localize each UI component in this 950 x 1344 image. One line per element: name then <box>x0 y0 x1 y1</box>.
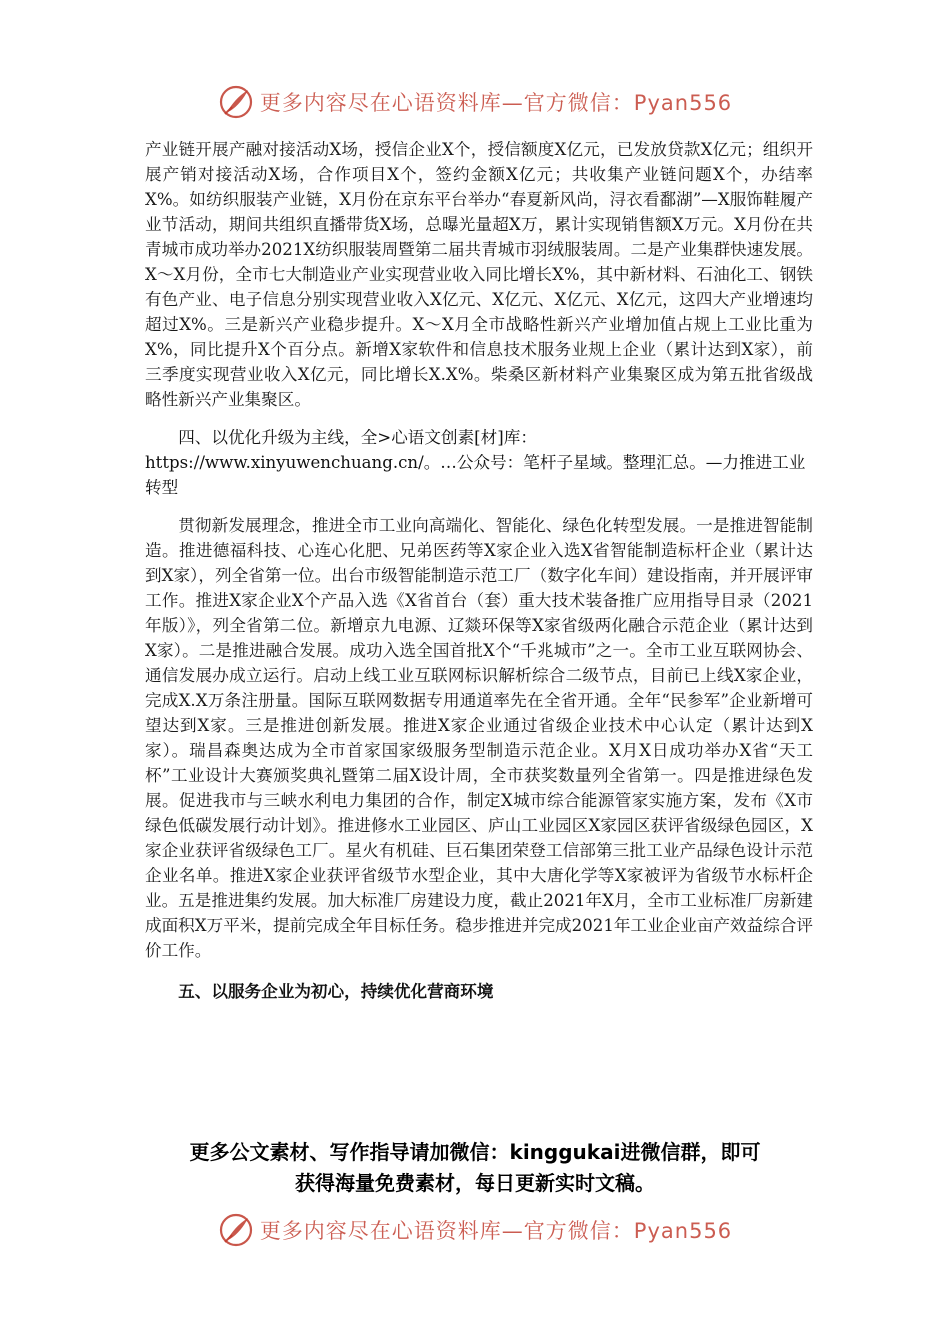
feather-pen-logo-icon <box>218 84 254 120</box>
document-body <box>145 137 813 1004</box>
paragraph-industry-chain: 产业链开展产融对接活动X场，授信企业X个，授信额度X亿元，已发放贷款X亿元；组织开展产销对接活动X场，合作项目X个，签约金额X亿元；共收集产业链问题X个，办结率X%。如纺织服装产业链，X月份在京东平台举办“春夏新风尚，浔衣看鄱湖”—X服饰鞋履产业节活动，期间共组织直播带货X场，总曝光量超X万，累计实现销售额X万元。X月份在共青城市成功举办2021X纺织服装周暨第二届共青城市羽绒服装周。二是产业集群快速发展。X～X月份，全市七大制造业产业实现营业收入同比增长X%，其中新材料、石油化工、钢铁有色产业、电子信息分别实现营业收入X亿元、X亿元、X亿元、X亿元，这四大产业增速均超过X%。三是新兴产业稳步提升。X～X月全市战略性新兴产业增加值占规上工业比重为X%，同比提升X个百分点。新增X家软件和信息技术服务业规上企业（累计达到X家），前三季度实现营业收入X亿元，同比增长X.X%。柴桑区新材料产业集聚区成为第五批省级战略性新兴产业集聚区。 <box>145 140 814 409</box>
feather-pen-logo-icon <box>218 1212 254 1248</box>
section-heading-4: 四、以优化升级为主线，全>心语文创素[材]库：https://www.xinyuwenchuang.cn/。…公众号：笔杆子星域。整理汇总。—力推进工业转型 <box>145 428 806 497</box>
footer-watermark-banner <box>0 1208 950 1252</box>
footer-banner-text: 更多内容尽在心语资料库—官方微信：Pyan556 <box>259 1219 733 1243</box>
paragraph-industrial-transformation: 贯彻新发展理念，推进全市工业向高端化、智能化、绿色化转型发展。一是推进智能制造。推进德福科技、心连心化肥、兄弟医药等X家企业入选X省智能制造标杆企业（累计达到X家），列全省第一位。出台市级智能制造示范工厂（数字化车间）建设指南，并开展评审工作。推进X家企业X个产品入选《X省首台（套）重大技术装备推广应用指导目录（2021年版）》，列全省第二位。新增京九电源、辽燚环保等X家省级两化融合示范企业（累计达到X家）。二是推进融合发展。成功入选全国首批X个“千兆城市”之一。全市工业互联网协会、通信发展办成立运行。启动上线工业互联网标识解析综合二级节点，目前已上线X家企业，完成X.X万条注册量。国际互联网数据专用通道率先在全省开通。全年“民参军”企业新增可望达到X家。三是推进创新发展。推进X家企业通过省级企业技术中心认定（累计达到X家）。瑞昌森奥达成为全市首家国家级服务型制造示范企业。X月X日成功举办X省“天工杯”工业设计大赛颁奖典礼暨第二届X设计周，全市获奖数量列全省第一。四是推进绿色发展。促进我市与三峡水利电力集团的合作，制定X城市综合能源管家实施方案，发布《X市绿色低碳发展行动计划》。推进修水工业园区、庐山工业园区X家园区获评省级绿色园区，X家企业获评省级绿色工厂。星火有机硅、巨石集团荣登工信部第三批工业产品绿色设计示范企业名单。推进X家企业获评省级节水型企业，其中大唐化学等X家被评为省级节水标杆企业。五是推进集约发展。加大标准厂房建设力度，截止2021年X月，全市工业标准厂房新建成面积X万平米，提前完成全年目标任务。稳步推进并完成2021年工业企业亩产效益综合评价工作。 <box>145 516 814 960</box>
promo-line-1: 更多公文素材、写作指导请加微信：kinggukai进微信群，即可 <box>189 1140 761 1164</box>
promo-line-2: 获得海量免费素材，每日更新实时文稿。 <box>295 1171 655 1195</box>
header-banner-text: 更多内容尽在心语资料库—官方微信：Pyan556 <box>259 91 733 115</box>
header-watermark-banner <box>0 80 950 124</box>
section-heading-5: 五、以服务企业为初心，持续优化营商环境 <box>178 982 494 1001</box>
promo-notice <box>135 1137 815 1199</box>
